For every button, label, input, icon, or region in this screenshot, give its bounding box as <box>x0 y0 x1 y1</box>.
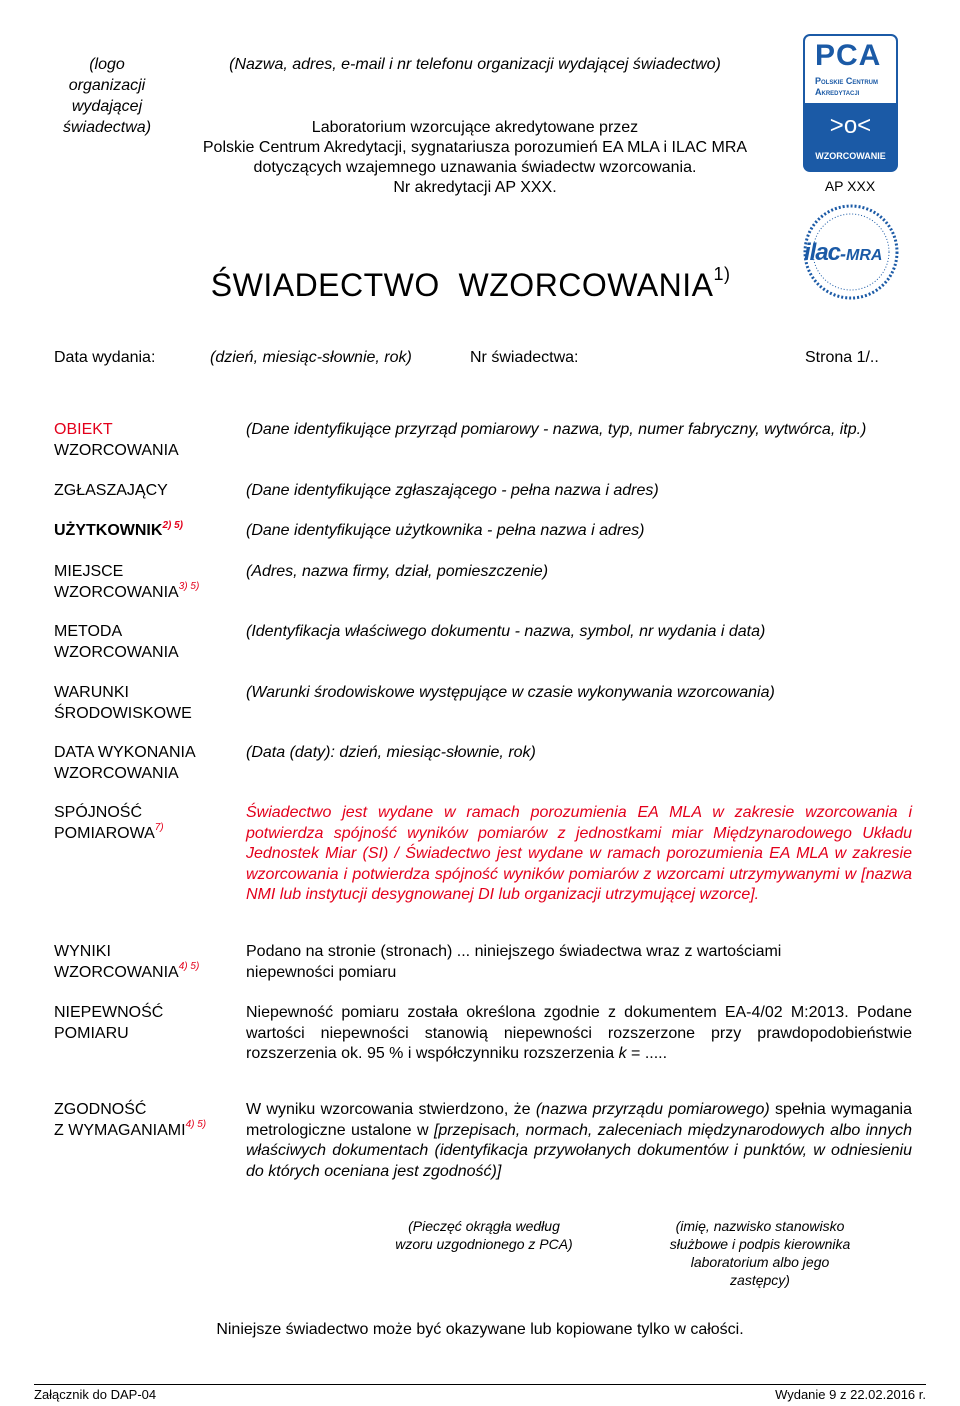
ilac-mra-logo: ilac-MRA <box>802 203 900 301</box>
traceability-label-1: SPÓJNOŚĆ <box>54 804 143 821</box>
uncertainty-label-1: NIEPEWNOŚĆ <box>54 1004 164 1021</box>
field-label-place <box>54 562 199 603</box>
issue-date-label: Data wydania: <box>54 349 156 366</box>
field-label-user <box>54 521 183 542</box>
field-value-user: (Dane identyfikujące użytkownika - pełna nazwa i adres) <box>246 522 645 539</box>
field-label-traceability <box>54 803 164 844</box>
user-footnote: 2) 5) <box>162 519 183 531</box>
pca-logo <box>803 34 898 172</box>
accreditation-line: Nr akredytacji AP XXX. <box>393 179 557 196</box>
date-label-2: WZORCOWANIA <box>54 764 179 782</box>
conditions-label-1: WARUNKI <box>54 684 129 701</box>
accreditation-line: Laboratorium wzorcujące akredytowane przez <box>311 119 639 136</box>
logo-placeholder: (logo organizacji wydającej świadectwa) <box>62 56 152 136</box>
field-label-method <box>54 622 179 663</box>
accreditation-line: dotyczących wzajemnego uznawania świadectw wzorcowania. <box>253 159 697 176</box>
stamp-placeholder: (Pieczęć okrągła według wzoru uzgodnionego z PCA) <box>395 1218 573 1252</box>
field-label-conditions <box>54 683 192 724</box>
field-label-date <box>54 743 196 784</box>
object-label-red: OBIEKT <box>54 421 113 438</box>
date-label-1: DATA WYKONANIA <box>54 744 196 761</box>
field-value-place: (Adres, nazwa firmy, dział, pomieszczenie) <box>246 563 549 580</box>
place-footnote: 3) 5) <box>178 581 200 593</box>
conformity-documents: [przepisach, normach, zaleceniach międzynarodowych albo innych właściwych dokumentach (identyfikacja przywołanych dokumentów i punktów, w odniesieniu do których oceniana jest zgodność)] <box>246 1121 912 1180</box>
footer-annex: Załącznik do DAP-04 <box>34 1387 157 1402</box>
mra-text: MRA <box>846 247 883 264</box>
conformity-label-1: ZGODNOŚĆ <box>54 1101 147 1118</box>
results-label-1: WYNIKI <box>54 943 111 960</box>
ilac-text: ilac <box>804 239 841 266</box>
pca-line2: Akredytacji <box>815 87 860 97</box>
field-label-object <box>54 420 179 461</box>
field-value-date: (Data (daty): dzień, miesiąc-słownie, rok) <box>246 744 536 761</box>
coverage-factor-value: = ..... <box>626 1045 668 1062</box>
user-label: UŻYTKOWNIK <box>54 522 163 539</box>
conformity-instrument: (nazwa przyrządu pomiarowego) <box>535 1101 770 1118</box>
conformity-text-2: spełnia wymagania metrologiczne ustalone w <box>246 1101 913 1139</box>
traceability-label-2: POMIAROWA <box>54 824 155 842</box>
title-footnote: 1) <box>713 264 731 285</box>
field-value-results: Podano na stronie (stronach) ... niniejszego świadectwa wraz z wartościami niepewności pomiaru <box>246 943 782 981</box>
field-value-traceability: Świadectwo jest wydane w ramach porozumienia EA MLA w zakresie wzorcowania i potwierdza spójność wyników pomiarów z jednostkami miar Międzynarodowego Układu Jednostek Miar (SI) / Świadectwo jest wydane w ramach porozumienia EA MLA w zakresie wzorcowania i potwierdza spójność wyników pomiarów z wzorcami utrzymywanymi w [nazwa NMI lub instytucji desygnowanej DI lub organizacji utrzymującej wzorce]. <box>246 804 912 903</box>
footer-edition: Wydanie 9 z 22.02.2016 r. <box>775 1387 926 1402</box>
conformity-footnote: 4) 5) <box>185 1119 207 1131</box>
organization-placeholder: (Nazwa, adres, e-mail i nr telefonu organizacji wydającej świadectwo) <box>229 56 721 73</box>
certificate-number-label: Nr świadectwa: <box>470 349 579 366</box>
page-number: Strona 1/.. <box>805 349 879 366</box>
place-label-2: WZORCOWANIA <box>54 583 179 601</box>
field-value-conformity <box>246 1100 912 1182</box>
coverage-factor-symbol: k <box>618 1045 627 1062</box>
pca-symbol: >o< <box>829 112 872 139</box>
results-label-2: WZORCOWANIA <box>54 963 179 981</box>
traceability-footnote: 7) <box>154 822 164 834</box>
uncertainty-label-2: POMIARU <box>54 1024 129 1042</box>
field-value-conditions: (Warunki środowiskowe występujące w czasie wykonywania wzorcowania) <box>246 684 775 701</box>
issue-date-value: (dzień, miesiąc-słownie, rok) <box>210 349 412 366</box>
title-text: ŚWIADECTWO WZORCOWANIA <box>210 267 714 303</box>
field-label-conformity <box>54 1100 206 1141</box>
object-label: WZORCOWANIA <box>54 441 179 459</box>
results-footnote: 4) 5) <box>178 961 200 973</box>
field-value-applicant: (Dane identyfikujące zgłaszającego - pełna nazwa i adres) <box>246 482 659 499</box>
field-value-uncertainty <box>246 1003 912 1065</box>
conformity-label-2: Z WYMAGANIAMI <box>54 1121 186 1139</box>
field-label-results <box>54 942 199 983</box>
field-value-method: (Identyfikacja właściwego dokumentu - nazwa, symbol, nr wydania i data) <box>246 623 766 640</box>
place-label-1: MIEJSCE <box>54 563 124 580</box>
field-value-object: (Dane identyfikujące przyrząd pomiarowy - nazwa, typ, numer fabryczny, wytwórca, itp.) <box>246 421 867 438</box>
conditions-label-2: ŚRODOWISKOWE <box>54 704 192 722</box>
field-label-applicant: ZGŁASZAJĄCY <box>54 482 168 499</box>
conformity-text-1: W wyniku wzorcowania stwierdzono, że <box>246 1101 536 1118</box>
accreditation-line: Polskie Centrum Akredytacji, sygnatariusza porozumień EA MLA i ILAC MRA <box>202 139 748 156</box>
document-title <box>192 230 731 304</box>
field-label-uncertainty <box>54 1003 163 1044</box>
signature-placeholder: (imię, nazwisko stanowisko służbowe i podpis kierownika laboratorium albo jego zastępcy) <box>669 1218 851 1288</box>
accreditation-statement <box>150 118 800 198</box>
method-label-2: WZORCOWANIA <box>54 643 179 661</box>
copy-notice: Niniejsze świadectwo może być okazywane lub kopiowane tylko w całości. <box>216 1321 744 1338</box>
pca-wordmark: PCA <box>815 39 882 72</box>
pca-line1: Polskie Centrum <box>815 76 879 86</box>
pca-band: WZORCOWANIE <box>815 151 886 161</box>
uncertainty-text: Niepewność pomiaru została określona zgodnie z dokumentem EA-4/02 M:2013. Podane wartości niepewności stanowią niepewności rozszerzone przy prawdopodobieństwie rozszerzenia ok. 95 % i współczynniku rozszerzenia <box>246 1004 912 1062</box>
footer-rule <box>34 1384 926 1385</box>
method-label-1: METODA <box>54 623 123 640</box>
pca-accreditation-number: AP XXX <box>824 178 876 194</box>
